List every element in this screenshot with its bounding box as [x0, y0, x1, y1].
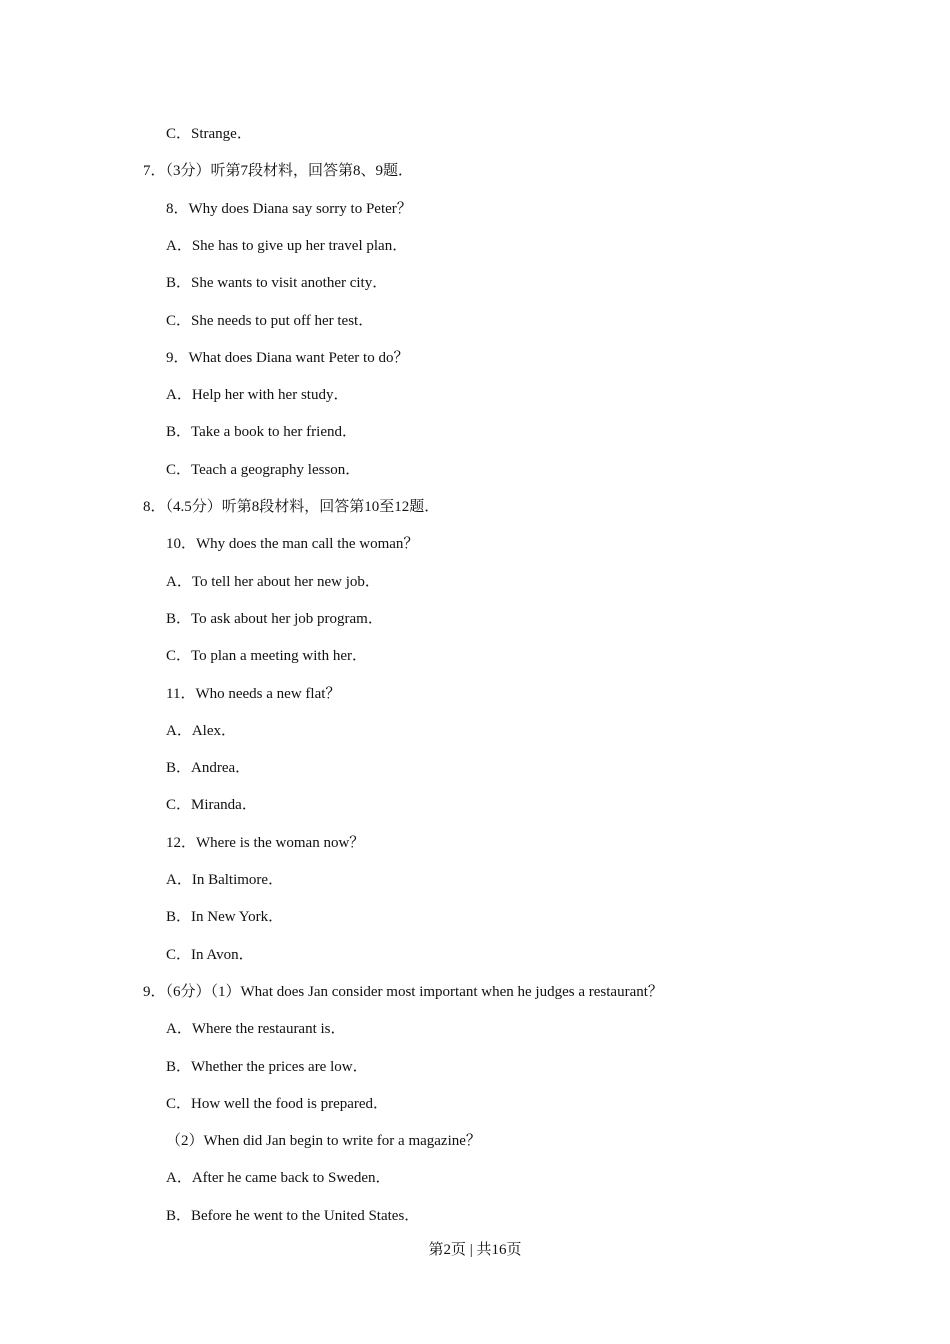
text-line: C．To plan a meeting with her．: [166, 648, 367, 665]
text-line: 9．What does Diana want Peter to do？: [166, 349, 409, 366]
text-line: A．In Baltimore．: [166, 872, 284, 888]
text-line: B．To ask about her job program．: [166, 610, 383, 627]
text-line: B．Take a book to her friend．: [166, 424, 357, 441]
text-line: B．In New York．: [166, 909, 284, 926]
text-line: 12．Where is the woman now？: [166, 834, 365, 851]
text-line: C．Teach a geography lesson．: [166, 461, 361, 478]
text-line: B．Andrea．: [166, 760, 251, 777]
text-line: C．How well the food is prepared．: [166, 1095, 389, 1112]
text-line: A．She has to give up her travel plan．: [166, 237, 408, 254]
text-line: A．Alex．: [166, 722, 236, 739]
text-line: C．She needs to put off her test．: [166, 312, 374, 329]
text-line: A．Where the restaurant is．: [166, 1021, 346, 1038]
text-line: C．Strange．: [166, 126, 252, 142]
text-line: C．In Avon．: [166, 946, 254, 963]
text-line: A．Help her with her study．: [166, 387, 349, 404]
page-footer: 第2页 | 共16页: [428, 1242, 522, 1258]
question-heading: 7．（3分）听第7段材料，回答第8、9题．: [143, 163, 414, 180]
text-line: 11．Who needs a new flat？: [166, 685, 341, 702]
text-line: B．Whether the prices are low．: [166, 1058, 368, 1075]
text-line: 10．Why does the man call the woman？: [166, 536, 419, 553]
text-line: 8．Why does Diana say sorry to Peter？: [166, 200, 412, 217]
text-line: C．Miranda．: [166, 797, 257, 814]
text-line: A．After he came back to Sweden．: [166, 1170, 391, 1187]
question-heading: 9．（6分）（1）What does Jan consider most important when he judges a restaurant？: [143, 983, 663, 1000]
text-line: （2）When did Jan begin to write for a magazine？: [166, 1133, 481, 1150]
text-line: A．To tell her about her new job．: [166, 573, 380, 590]
question-heading: 8．（4.5分）听第8段材料，回答第10至12题．: [143, 499, 440, 515]
text-line: B．Before he went to the United States．: [166, 1207, 420, 1224]
text-line: B．She wants to visit another city．: [166, 275, 388, 292]
